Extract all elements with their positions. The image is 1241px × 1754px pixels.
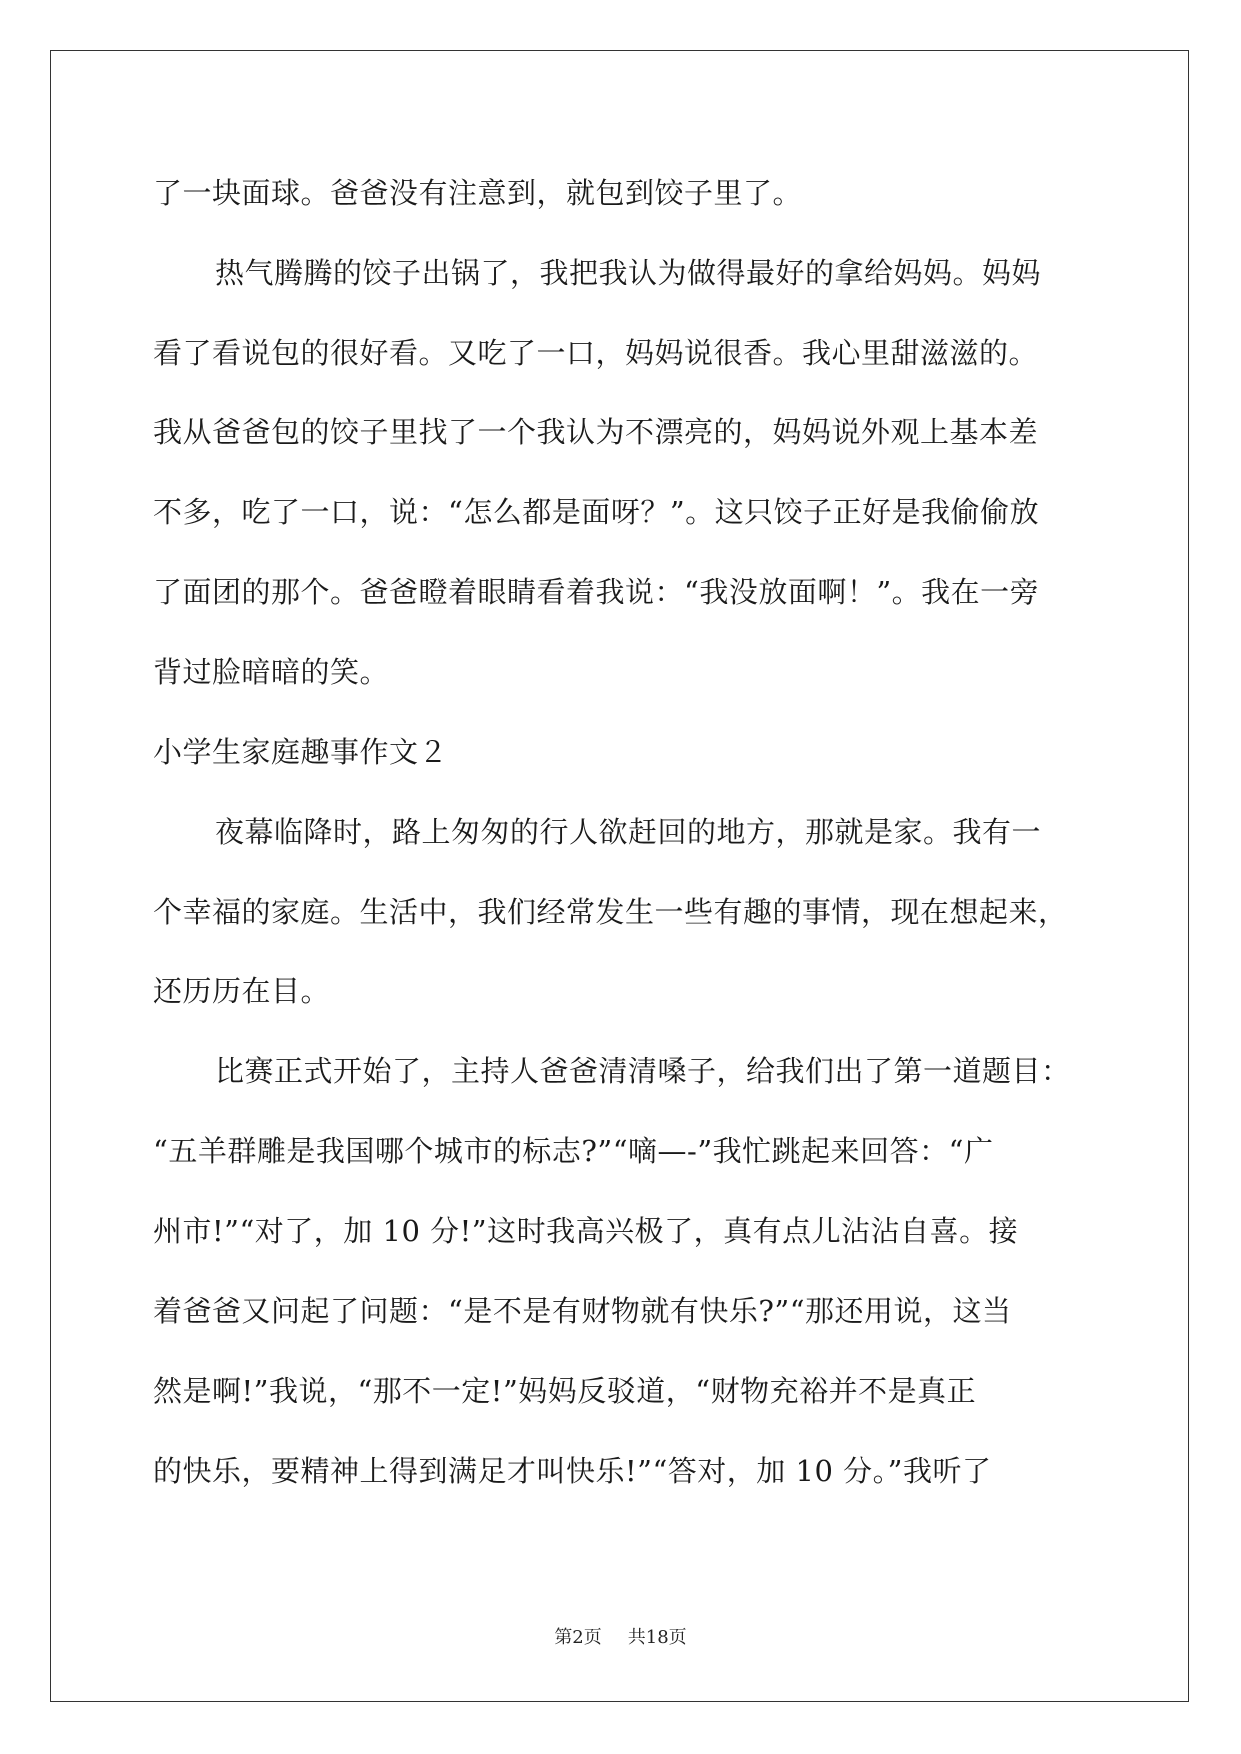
text-line: 个幸福的家庭。生活中，我们经常发生一些有趣的事情，现在想起来， xyxy=(153,895,1068,929)
text-line: 看了看说包的很好看。又吃了一口，妈妈说很香。我心里甜滋滋的。 xyxy=(153,336,1039,370)
text-line: 州市!”“对了，加 10 分!”这时我高兴极了，真有点儿沾沾自喜。接 xyxy=(153,1214,1019,1248)
text-line: 的快乐，要精神上得到满足才叫快乐!”“答对，加 10 分。”我听了 xyxy=(153,1454,992,1488)
page-footer xyxy=(0,1626,1241,1650)
text-line: 着爸爸又问起了问题：“是不是有财物就有快乐?”“那还用说，这当 xyxy=(153,1294,1012,1328)
text-line: 背过脸暗暗的笑。 xyxy=(153,655,390,689)
text-line: 我从爸爸包的饺子里找了一个我认为不漂亮的，妈妈说外观上基本差 xyxy=(153,415,1039,449)
paragraph-first-line: 夜幕临降时，路上匆匆的行人欲赶回的地方，那就是家。我有一 xyxy=(215,815,1042,849)
page-number: 第2页 xyxy=(554,1627,602,1648)
paragraph-first-line: 比赛正式开始了，主持人爸爸清清嗓子，给我们出了第一道题目： xyxy=(215,1054,1071,1088)
section-heading: 小学生家庭趣事作文２ xyxy=(153,735,449,769)
text-line: “五羊群雕是我国哪个城市的标志?”“嘀—-”我忙跳起来回答：“广 xyxy=(153,1134,994,1168)
paragraph-first-line: 热气腾腾的饺子出锅了，我把我认为做得最好的拿给妈妈。妈妈 xyxy=(215,256,1042,290)
page-total: 共18页 xyxy=(627,1627,687,1648)
text-line: 不多，吃了一口，说：“怎么都是面呀？”。这只饺子正好是我偷偷放 xyxy=(153,495,1040,529)
text-line: 然是啊!”我说，“那不一定!”妈妈反驳道，“财物充裕并不是真正 xyxy=(153,1374,977,1408)
text-line: 了面团的那个。爸爸瞪着眼睛看着我说：“我没放面啊！”。我在一旁 xyxy=(153,575,1040,609)
text-line: 还历历在目。 xyxy=(153,974,331,1008)
text-line: 了一块面球。爸爸没有注意到，就包到饺子里了。 xyxy=(153,176,803,210)
